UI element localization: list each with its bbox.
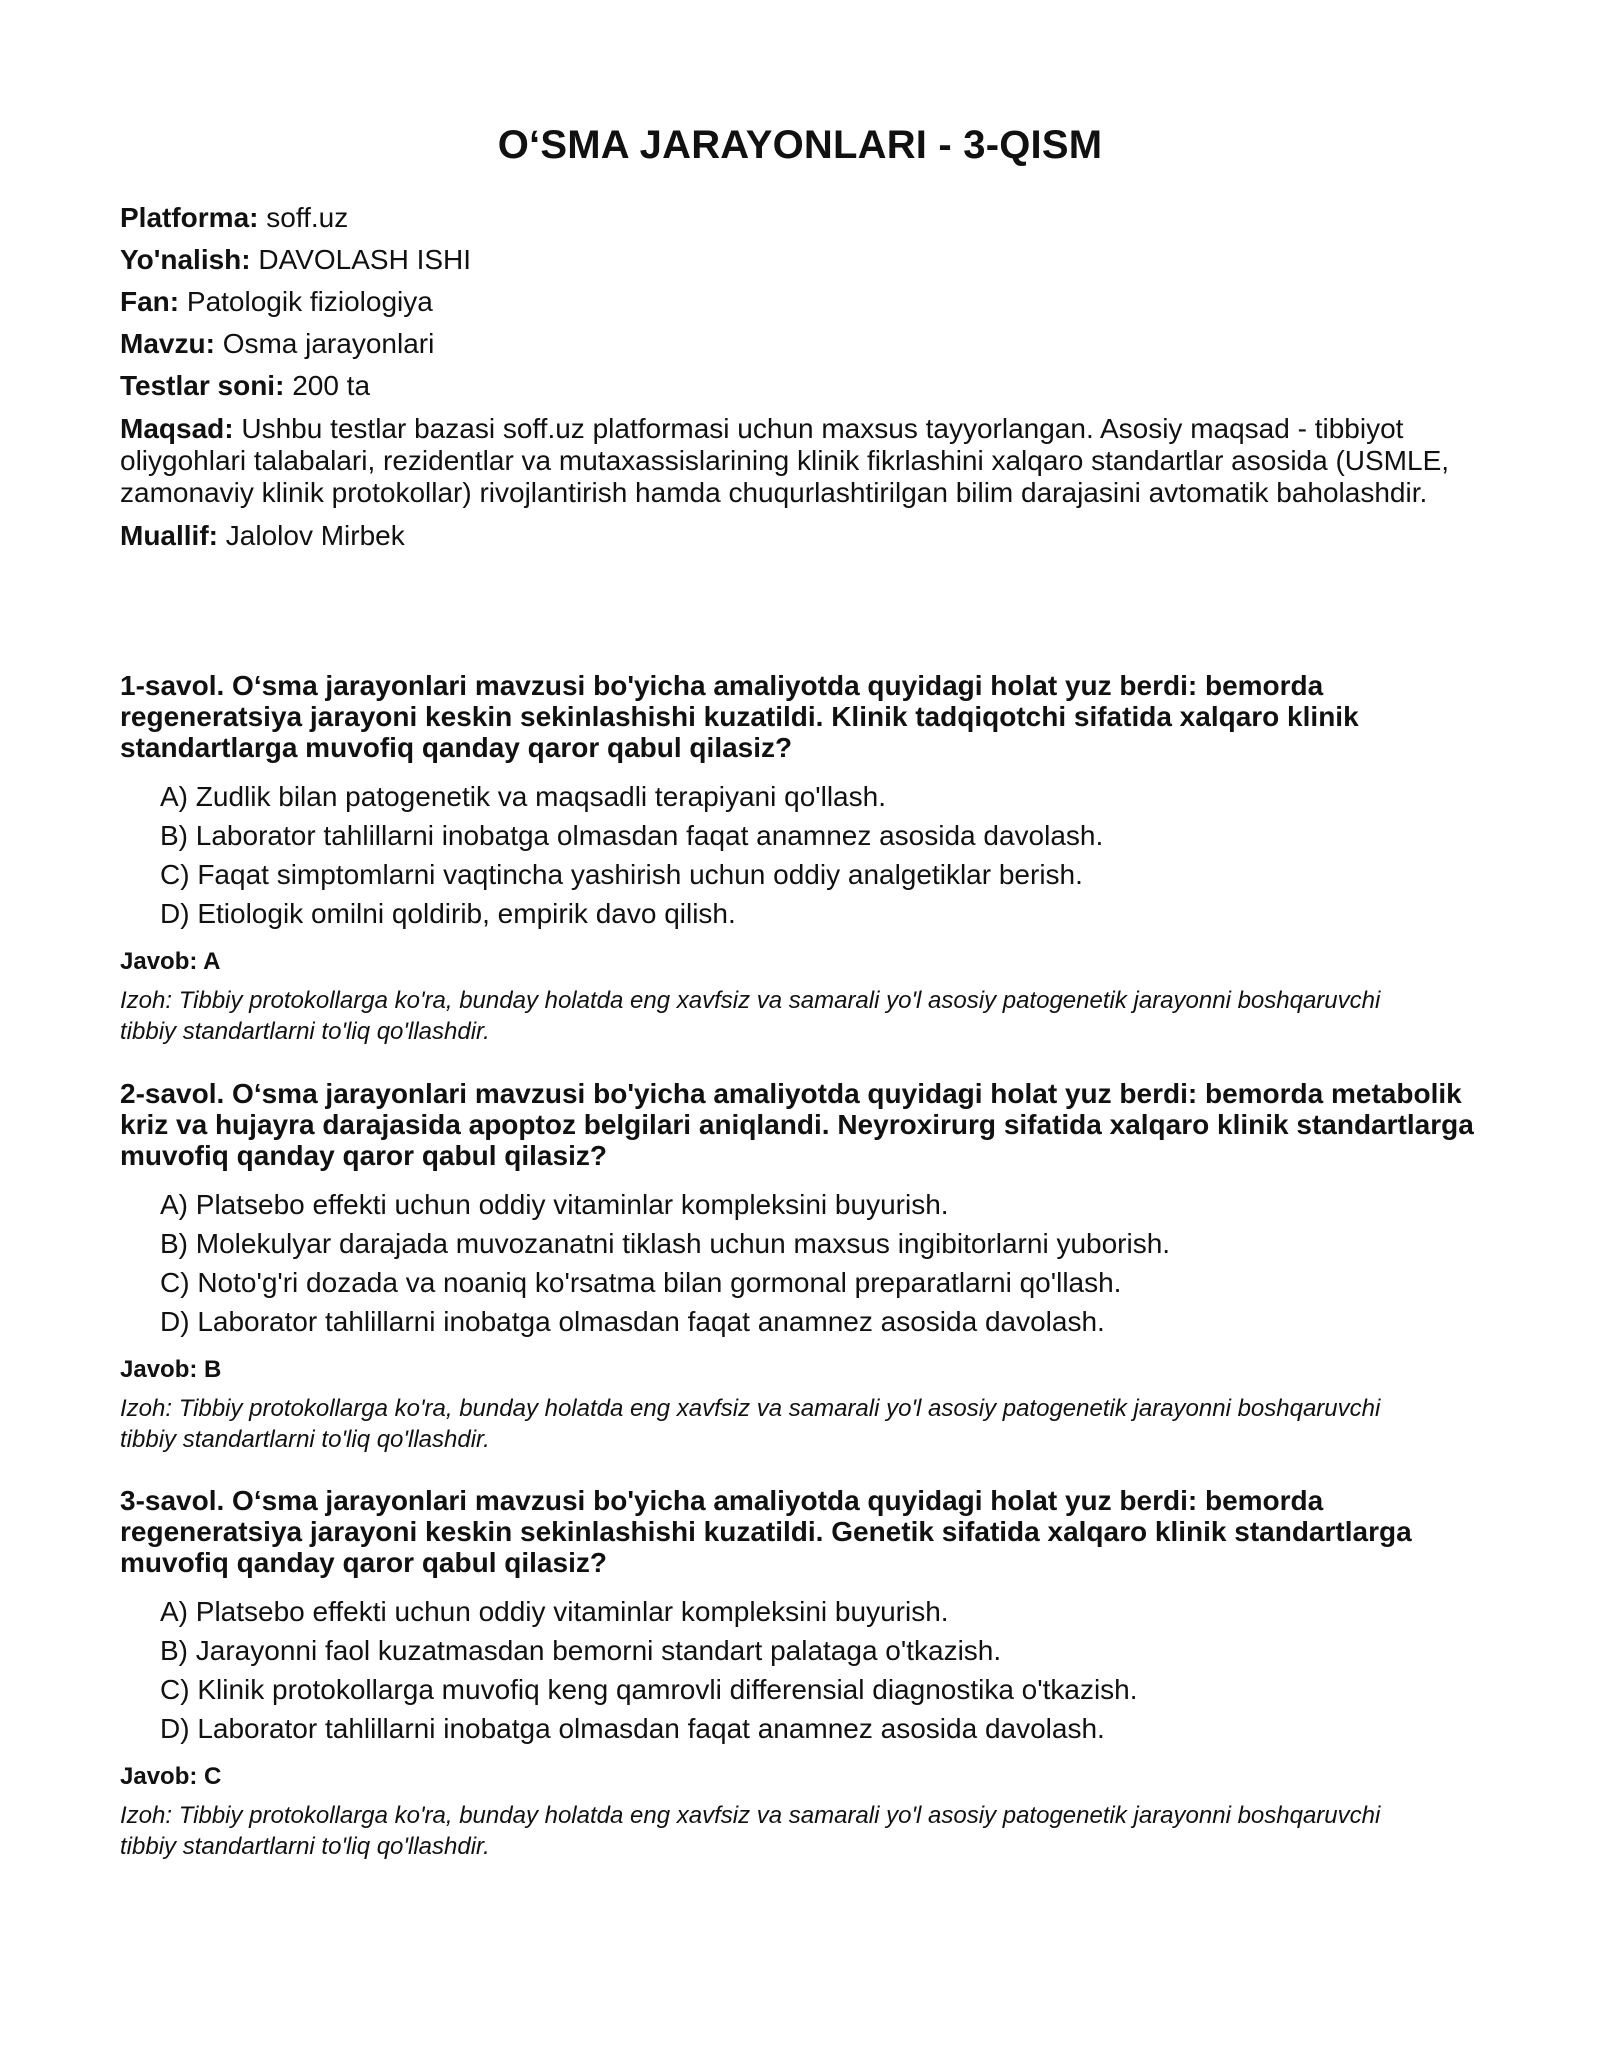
question-text: 1-savol. O‘sma jarayonlari mavzusi bo'yicha amaliyotda quyidagi holat yuz berdi: bemorda regeneratsiya jarayoni keskin sekinlashishi kuzatildi. Klinik tadqiqotchi sifatida xalqaro klinik standartlarga muvofiq qanday qaror qabul qilasiz? (120, 670, 1359, 763)
options-list (120, 1592, 1490, 1748)
option-a: A) Zudlik bilan patogenetik va maqsadli terapiyani qo'llash. (160, 781, 886, 812)
question-2 (120, 1078, 1490, 1455)
options-list (120, 777, 1490, 933)
meta-label: Mavzu: (120, 328, 215, 359)
meta-label: Maqsad: (120, 413, 234, 444)
option-a: A) Platsebo effekti uchun oddiy vitaminlar kompleksini buyurish. (160, 1189, 949, 1220)
option-b: B) Laborator tahlillarni inobatga olmasdan faqat anamnez asosida davolash. (160, 820, 1104, 851)
options-list (120, 1185, 1490, 1341)
question-1 (120, 670, 1490, 1047)
option-d: D) Laborator tahlillarni inobatga olmasdan faqat anamnez asosida davolash. (160, 1306, 1105, 1337)
explanation-note: Izoh: Tibbiy protokollarga ko'ra, bunday holatda eng xavfsiz va samarali yo'l asosiy patogenetik jarayonni boshqaruvchi tibbiy standartlarni to'liq qo'llashdir. (120, 987, 1381, 1045)
meta-value: Patologik fiziologiya (186, 286, 433, 317)
answer: Javob: B (120, 1356, 222, 1383)
meta-test-count (120, 371, 1450, 401)
question-text: 3-savol. O‘sma jarayonlari mavzusi bo'yicha amaliyotda quyidagi holat yuz berdi: bemorda regeneratsiya jarayoni keskin sekinlashishi kuzatildi. Genetik sifatida xalqaro klinik standartlarga muvofiq qanday qaror qabul qilasiz? (120, 1485, 1412, 1578)
option-c: C) Noto'g'ri dozada va noaniq ko'rsatma bilan gormonal preparatlarni qo'llash. (160, 1267, 1122, 1298)
question-text: 2-savol. O‘sma jarayonlari mavzusi bo'yicha amaliyotda quyidagi holat yuz berdi: bemorda metabolik kriz va hujayra darajasida apoptoz belgilari aniqlandi. Neyroxirurg sifatida xalqaro klinik standartlarga muvofiq qanday qaror qabul qilasiz? (120, 1078, 1474, 1171)
meta-label: Muallif: (120, 520, 218, 551)
option-b: B) Molekulyar darajada muvozanatni tiklash uchun maxsus ingibitorlarni yuborish. (160, 1228, 1171, 1259)
explanation-note: Izoh: Tibbiy protokollarga ko'ra, bunday holatda eng xavfsiz va samarali yo'l asosiy patogenetik jarayonni boshqaruvchi tibbiy standartlarni to'liq qo'llashdir. (120, 1395, 1381, 1453)
meta-goal (120, 413, 1450, 509)
meta-label: Testlar soni: (120, 370, 285, 401)
option-b: B) Jarayonni faol kuzatmasdan bemorni standart palataga o'tkazish. (160, 1635, 1002, 1666)
meta-subject (120, 287, 1450, 317)
page-title: O‘SMA JARAYONLARI - 3-QISM (497, 123, 1103, 167)
question-3 (120, 1485, 1490, 1862)
meta-label: Yo'nalish: (120, 244, 251, 275)
meta-topic (120, 329, 1450, 359)
meta-value: DAVOLASH ISHI (258, 244, 472, 275)
option-d: D) Laborator tahlillarni inobatga olmasdan faqat anamnez asosida davolash. (160, 1713, 1105, 1744)
answer: Javob: A (120, 948, 221, 975)
answer: Javob: C (120, 1763, 222, 1790)
option-d: D) Etiologik omilni qoldirib, empirik davo qilish. (160, 898, 736, 929)
meta-label: Platforma: (120, 202, 259, 233)
meta-value: 200 ta (292, 370, 371, 401)
meta-label: Fan: (120, 286, 180, 317)
explanation-note: Izoh: Tibbiy protokollarga ko'ra, bunday holatda eng xavfsiz va samarali yo'l asosiy patogenetik jarayonni boshqaruvchi tibbiy standartlarni to'liq qo'llashdir. (120, 1802, 1381, 1860)
meta-direction (120, 245, 1450, 275)
option-c: C) Faqat simptomlarni vaqtincha yashirish uchun oddiy analgetiklar berish. (160, 859, 1083, 890)
metadata-block (120, 203, 1450, 563)
meta-value: Osma jarayonlari (222, 328, 435, 359)
meta-value: Jalolov Mirbek (225, 520, 405, 551)
option-c: C) Klinik protokollarga muvofiq keng qamrovli differensial diagnostika o'tkazish. (160, 1674, 1138, 1705)
meta-value: soff.uz (266, 202, 349, 233)
option-a: A) Platsebo effekti uchun oddiy vitaminlar kompleksini buyurish. (160, 1596, 949, 1627)
meta-value: Ushbu testlar bazasi soff.uz platformasi uchun maxsus tayyorlangan. Asosiy maqsad - tibbiyot oliygohlari talabalari, rezidentlar va mutaxassislarining klinik fikrlashini xalqaro standartlar asosida (USMLE, zamonaviy klinik protokollar) rivojlantirish hamda chuqurlashtirilgan bilim darajasini avtomatik baholashdir. (120, 413, 1450, 508)
meta-author (120, 521, 1450, 551)
meta-platform (120, 203, 1450, 233)
